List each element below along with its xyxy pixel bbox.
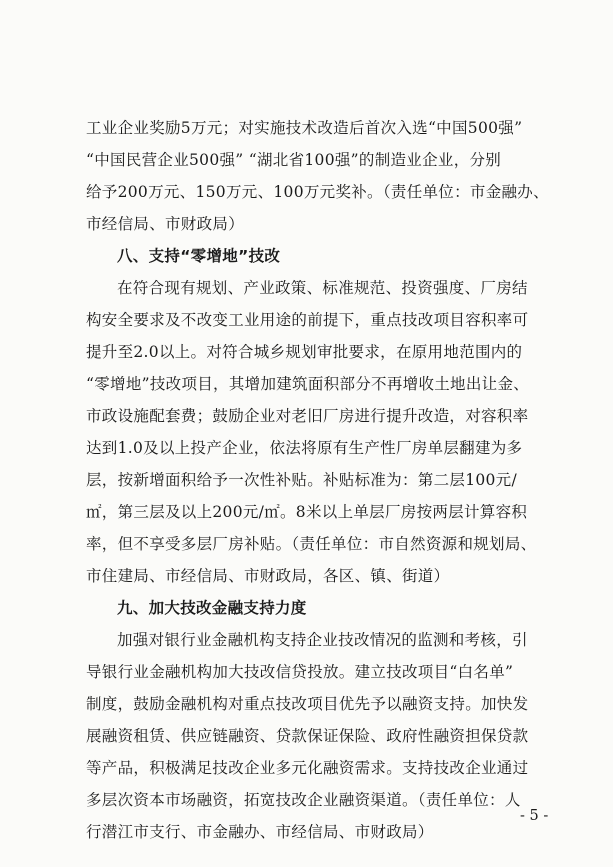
- text-line: 制度，鼓励金融机构对重点技改项目优先予以融资支持。加快发: [86, 695, 529, 713]
- text-line: 等产品，积极满足技改企业多元化融资需求。支持技改企业通过: [86, 759, 529, 777]
- text-line: 工业企业奖励5万元；对实施技术改造后首次入选“中国500强”: [86, 119, 523, 137]
- text-line: 加强对银行业金融机构支持企业技改情况的监测和考核，引: [117, 631, 528, 649]
- text-line: 市经信局、市财政局）: [86, 215, 245, 233]
- page-number: - 5 -: [520, 808, 549, 824]
- text-line: 行潜江市支行、市金融办、市经信局、市财政局）: [86, 823, 434, 841]
- text-line: 多层次资本市场融资，拓宽技改企业融资渠道。（责任单位：人: [86, 791, 521, 809]
- text-line: 提升至2.0以上。对符合城乡规划审批要求，在原用地范围内的: [86, 343, 523, 361]
- text-line: 率，但不享受多层厂房补贴。（责任单位：市自然资源和规划局、: [86, 535, 537, 553]
- text-line: 市住建局、市经信局、市财政局，各区、镇、街道）: [86, 567, 450, 585]
- text-line: 在符合现有规划、产业政策、标准规范、投资强度、厂房结: [117, 279, 528, 297]
- section-heading-8: 八、支持“零增地”技改: [117, 247, 281, 265]
- text-line: 展融资租赁、供应链融资、贷款保证保险、政府性融资担保贷款: [86, 727, 529, 745]
- text-line: 层，按新增面积给予一次性补贴。补贴标准为：第二层100元/: [86, 471, 518, 489]
- document-body: [86, 112, 560, 848]
- text-line: 给予200万元、150万元、100万元奖补。（责任单位：市金融办、: [86, 183, 549, 201]
- text-line: ㎡，第三层及以上200元/㎡。8米以上单层厂房按两层计算容积: [86, 503, 528, 521]
- text-line: “零增地”技改项目，其增加建筑面积部分不再增收土地出让金、: [86, 375, 530, 393]
- text-line: 导银行业金融机构加大技改信贷投放。建立技改项目“白名单”: [86, 663, 514, 681]
- text-line: 构安全要求及不改变工业用途的前提下，重点技改项目容积率可: [86, 311, 529, 329]
- section-heading-9: 九、加大技改金融支持力度: [117, 599, 307, 617]
- text-line: “中国民营企业500强” “湖北省100强”的制造业企业，分别: [86, 151, 502, 169]
- text-line: 市政设施配套费；鼓励企业对老旧厂房进行提升改造，对容积率: [86, 407, 529, 425]
- text-line: 达到1.0及以上投产企业，依法将原有生产性厂房单层翻建为多: [86, 439, 523, 457]
